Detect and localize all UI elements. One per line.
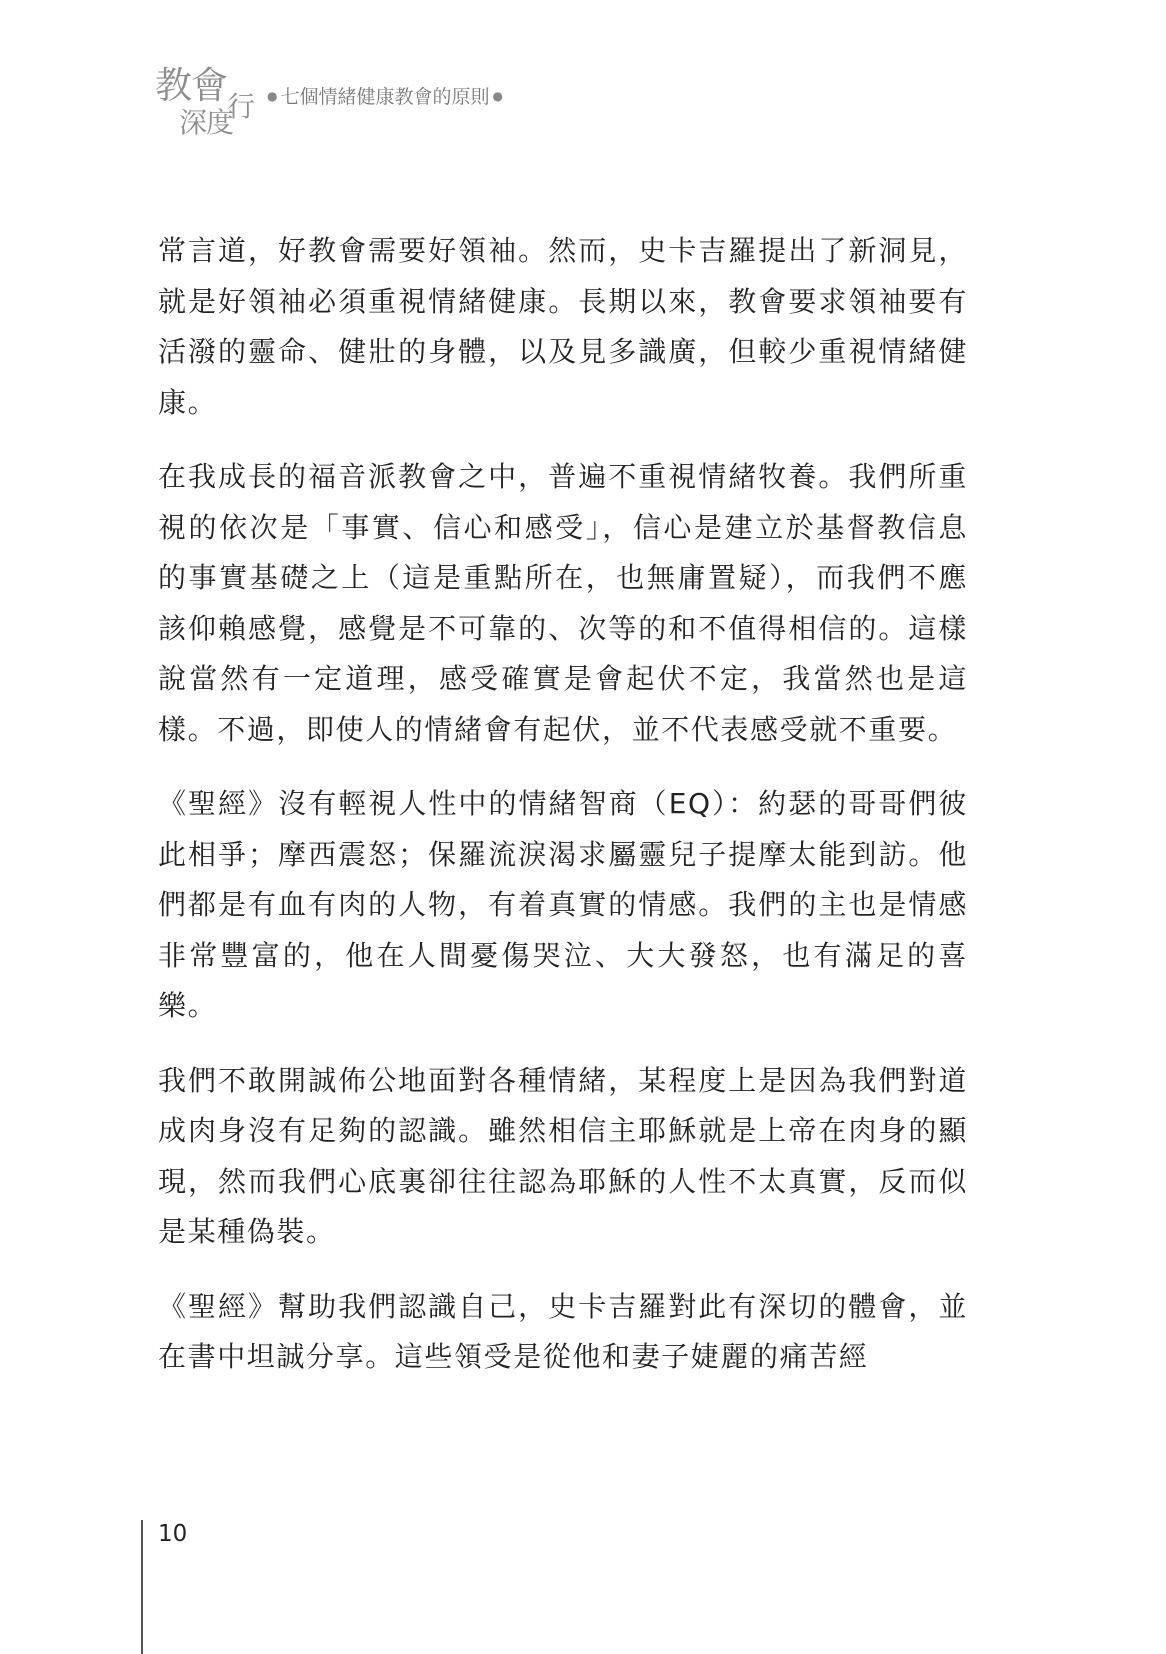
logo-text-line3: 行 xyxy=(227,90,256,123)
running-head xyxy=(264,82,506,111)
logo-text-line1: 教會 xyxy=(155,64,227,107)
footer-divider xyxy=(141,1520,143,1654)
bullet-dot-icon: ● xyxy=(492,89,503,103)
paragraph: 《聖經》沒有輕視人性中的情緒智商（EQ）：約瑟的哥哥們彼此相爭；摩西震怒；保羅流淚渴求屬靈兒子提摩太能到訪。他們都是有血有肉的人物，有着真實的情感。我們的主也是情感非常豐富的，他在人間憂傷哭泣、大大發怒，也有滿足的喜樂。 xyxy=(158,787,968,1022)
bullet-dot-icon: ● xyxy=(267,89,278,103)
book-series-logo xyxy=(155,64,255,144)
logo-text-line2: 深度 xyxy=(179,106,234,139)
running-head-title: 七個情緒健康教會的原則 xyxy=(280,86,490,108)
body-text xyxy=(158,226,968,1407)
paragraph: 常言道，好教會需要好領袖。然而，史卡吉羅提出了新洞見，就是好領袖必須重視情緒健康。長期以來，教會要求領袖要有活潑的靈命、健壯的身體，以及見多識廣，但較少重視情緒健康。 xyxy=(158,234,968,419)
paragraph: 我們不敢開誠佈公地面對各種情緒，某程度上是因為我們對道成肉身沒有足夠的認識。雖然相信主耶穌就是上帝在肉身的顯現，然而我們心底裏卻往往認為耶穌的人性不太真實，反而似是某種偽裝。 xyxy=(158,1063,968,1248)
page-number: 10 xyxy=(158,1521,188,1547)
paragraph: 在我成長的福音派教會之中，普遍不重視情緒牧養。我們所重視的依次是「事實、信心和感受」，信心是建立於基督教信息的事實基礎之上（這是重點所在，也無庸置疑），而我們不應該仰賴感覺，感覺是不可靠的、次等的和不值得相信的。這樣說當然有一定道理，感受確實是會起伏不定，我當然也是這樣。不過，即使人的情緒會有起伏，並不代表感受就不重要。 xyxy=(158,460,968,746)
paragraph: 《聖經》幫助我們認識自己，史卡吉羅對此有深切的體會，並在書中坦誠分享。這些領受是從他和妻子婕麗的痛苦經 xyxy=(158,1289,968,1373)
